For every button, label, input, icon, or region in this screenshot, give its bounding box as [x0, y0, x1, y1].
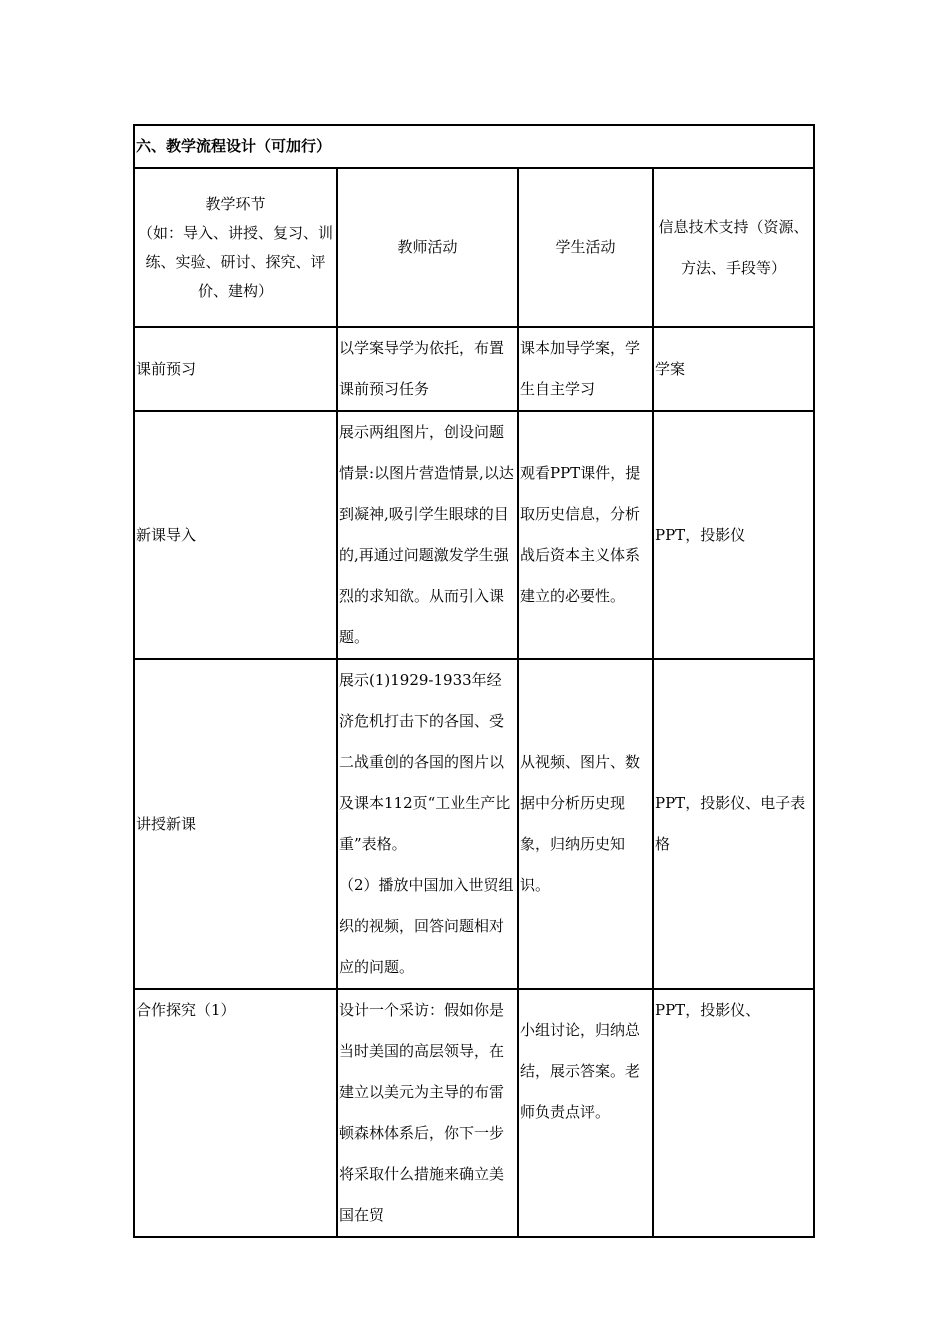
header-stage-examples: （如：导入、讲授、复习、训练、实验、研讨、探究、评价、建构）	[137, 223, 333, 300]
teacher-cell: 展示两组图片，创设问题情景:以图片营造情景,以达到凝神,吸引学生眼球的目的,再通过问题激发学生强烈的求知欲。从而引入课题。	[337, 411, 518, 659]
teacher-cell	[337, 659, 518, 989]
header-teacher: 教师活动	[337, 168, 518, 327]
header-stage	[134, 168, 337, 327]
student-cell: 从视频、图片、数据中分析历史现象，归纳历史知识。	[518, 659, 653, 989]
tech-cell: PPT，投影仪、电子表格	[653, 659, 814, 989]
table-row	[134, 989, 814, 1237]
student-cell: 观看PPT课件，提取历史信息，分析战后资本主义体系建立的必要性。	[518, 411, 653, 659]
stage-cell: 讲授新课	[134, 659, 337, 989]
teaching-flow-table	[133, 124, 815, 1238]
teacher-paragraph: 展示(1)1929-1933年经济危机打击下的各国、受二战重创的各国的图片以及课本112页“工业生产比重”表格。	[339, 671, 511, 853]
section-title: 六、教学流程设计（可加行）	[134, 125, 814, 168]
teacher-cell: 以学案导学为依托，布置课前预习任务	[337, 327, 518, 411]
student-cell: 小组讨论，归纳总结，展示答案。老师负责点评。	[518, 989, 653, 1237]
tech-cell: PPT，投影仪	[653, 411, 814, 659]
teacher-paragraph: （2）播放中国加入世贸组织的视频，回答问题相对应的问题。	[339, 876, 514, 976]
stage-cell: 课前预习	[134, 327, 337, 411]
header-student: 学生活动	[518, 168, 653, 327]
stage-cell: 新课导入	[134, 411, 337, 659]
header-row	[134, 168, 814, 327]
header-tech: 信息技术支持（资源、方法、手段等）	[653, 168, 814, 327]
student-cell: 课本加导学案，学生自主学习	[518, 327, 653, 411]
table-row	[134, 659, 814, 989]
tech-cell: 学案	[653, 327, 814, 411]
header-stage-title: 教学环节	[205, 194, 266, 213]
table-row	[134, 327, 814, 411]
teacher-cell: 设计一个采访：假如你是当时美国的高层领导，在建立以美元为主导的布雷顿森林体系后，你下一步将采取什么措施来确立美国在贸	[337, 989, 518, 1237]
table-row	[134, 411, 814, 659]
tech-cell: PPT，投影仪、	[653, 989, 814, 1237]
stage-cell: 合作探究（1）	[134, 989, 337, 1237]
